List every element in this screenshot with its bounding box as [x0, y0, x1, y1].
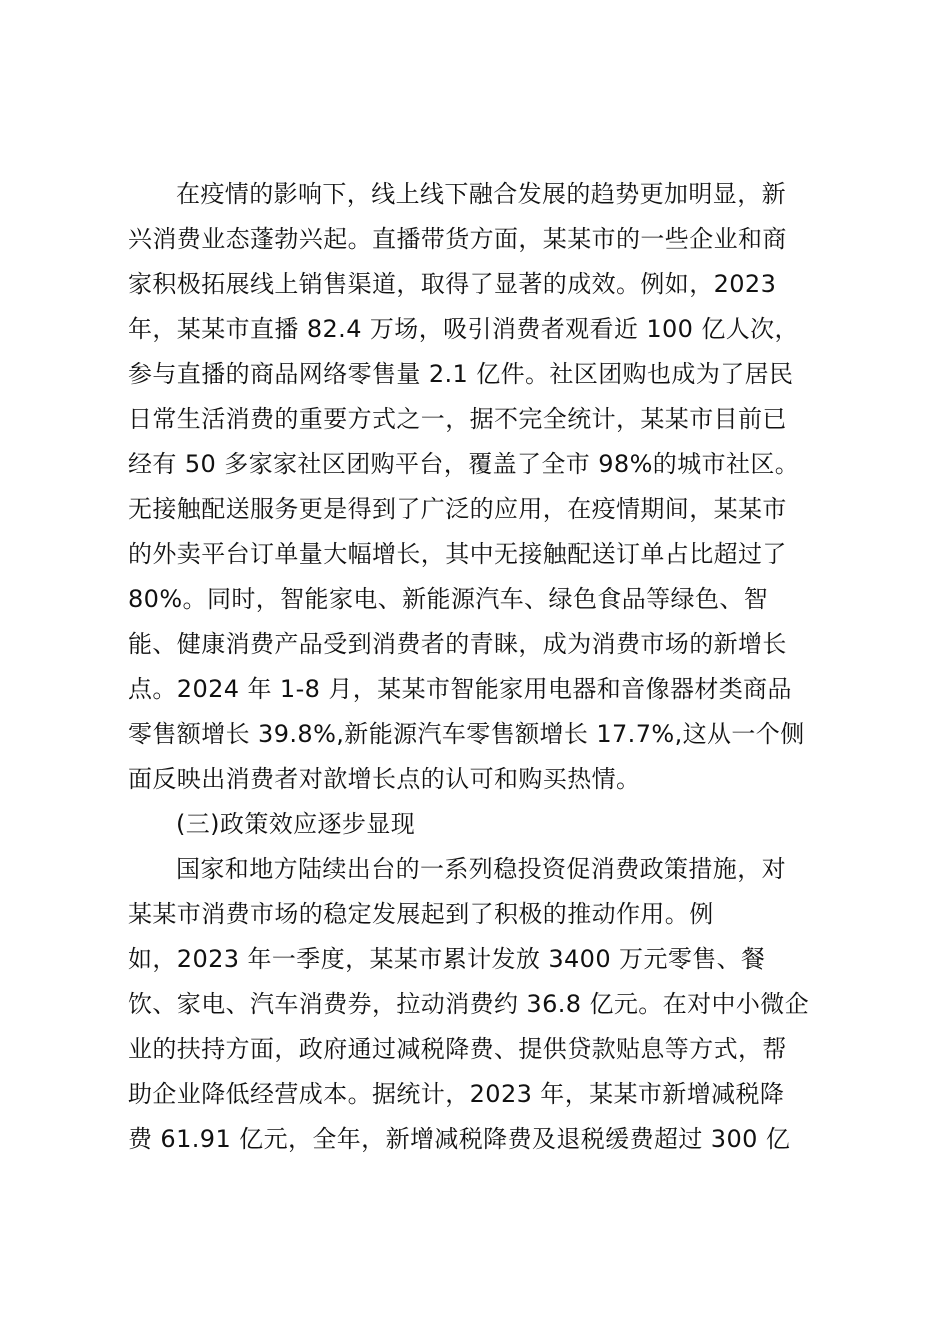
paragraph-1-line-12: 点。2024 年 1-8 月，某某市智能家用电器和音像器材类商品	[128, 675, 792, 703]
paragraph-1-line-13: 零售额增长 39.8%,新能源汽车零售额增长 17.7%,这从一个侧	[128, 720, 805, 748]
paragraph-1-line-7: 经有 50 多家家社区团购平台，覆盖了全市 98%的城市社区。	[128, 450, 800, 478]
paragraph-1-line-8: 无接触配送服务更是得到了广泛的应用，在疫情期间，某某市	[128, 495, 787, 523]
paragraph-1-line-14: 面反映出消费者对歆增长点的认可和购买热情。	[128, 765, 641, 793]
paragraph-2-line-1: 国家和地方陆续出台的一系列稳投资促消费政策措施，对	[176, 855, 786, 883]
paragraph-2-line-4: 饮、家电、汽车消费券，拉动消费约 36.8 亿元。在对中小微企	[128, 990, 810, 1018]
paragraph-1-line-4: 年，某某市直播 82.4 万场，吸引消费者观看近 100 亿人次，	[128, 315, 799, 343]
paragraph-1-line-11: 能、健康消费产品受到消费者的青睐，成为消费市场的新增长	[128, 630, 787, 658]
paragraph-1-line-6: 日常生活消费的重要方式之一，据不完全统计，某某市目前已	[128, 405, 787, 433]
paragraph-1-line-10: 80%。同时，智能家电、新能源汽车、绿色食品等绿色、智	[128, 585, 769, 613]
paragraph-1-line-1: 在疫情的影响下，线上线下融合发展的趋势更加明显，新	[176, 180, 786, 208]
paragraph-2-line-2: 某某市消费市场的稳定发展起到了积极的推动作用。例	[128, 900, 714, 928]
paragraph-1-line-2: 兴消费业态蓬勃兴起。直播带货方面，某某市的一些企业和商	[128, 225, 787, 253]
section-heading: (三)政策效应逐步显现	[176, 810, 416, 838]
paragraph-2-line-7: 费 61.91 亿元，全年，新增减税降费及退税缓费超过 300 亿	[128, 1125, 791, 1153]
paragraph-2-line-6: 助企业降低经营成本。据统计，2023 年，某某市新增减税降	[128, 1080, 785, 1108]
paragraph-2-line-3: 如，2023 年一季度，某某市累计发放 3400 万元零售、餐	[128, 945, 766, 973]
paragraph-1-line-9: 的外卖平台订单量大幅增长，其中无接触配送订单占比超过了	[128, 540, 787, 568]
paragraph-1-line-5: 参与直播的商品网络零售量 2.1 亿件。社区团购也成为了居民	[128, 360, 794, 388]
paragraph-1-line-3: 家积极拓展线上销售渠道，取得了显著的成效。例如，2023	[128, 270, 777, 298]
paragraph-2-line-5: 业的扶持方面，政府通过减税降费、提供贷款贴息等方式，帮	[128, 1035, 787, 1063]
